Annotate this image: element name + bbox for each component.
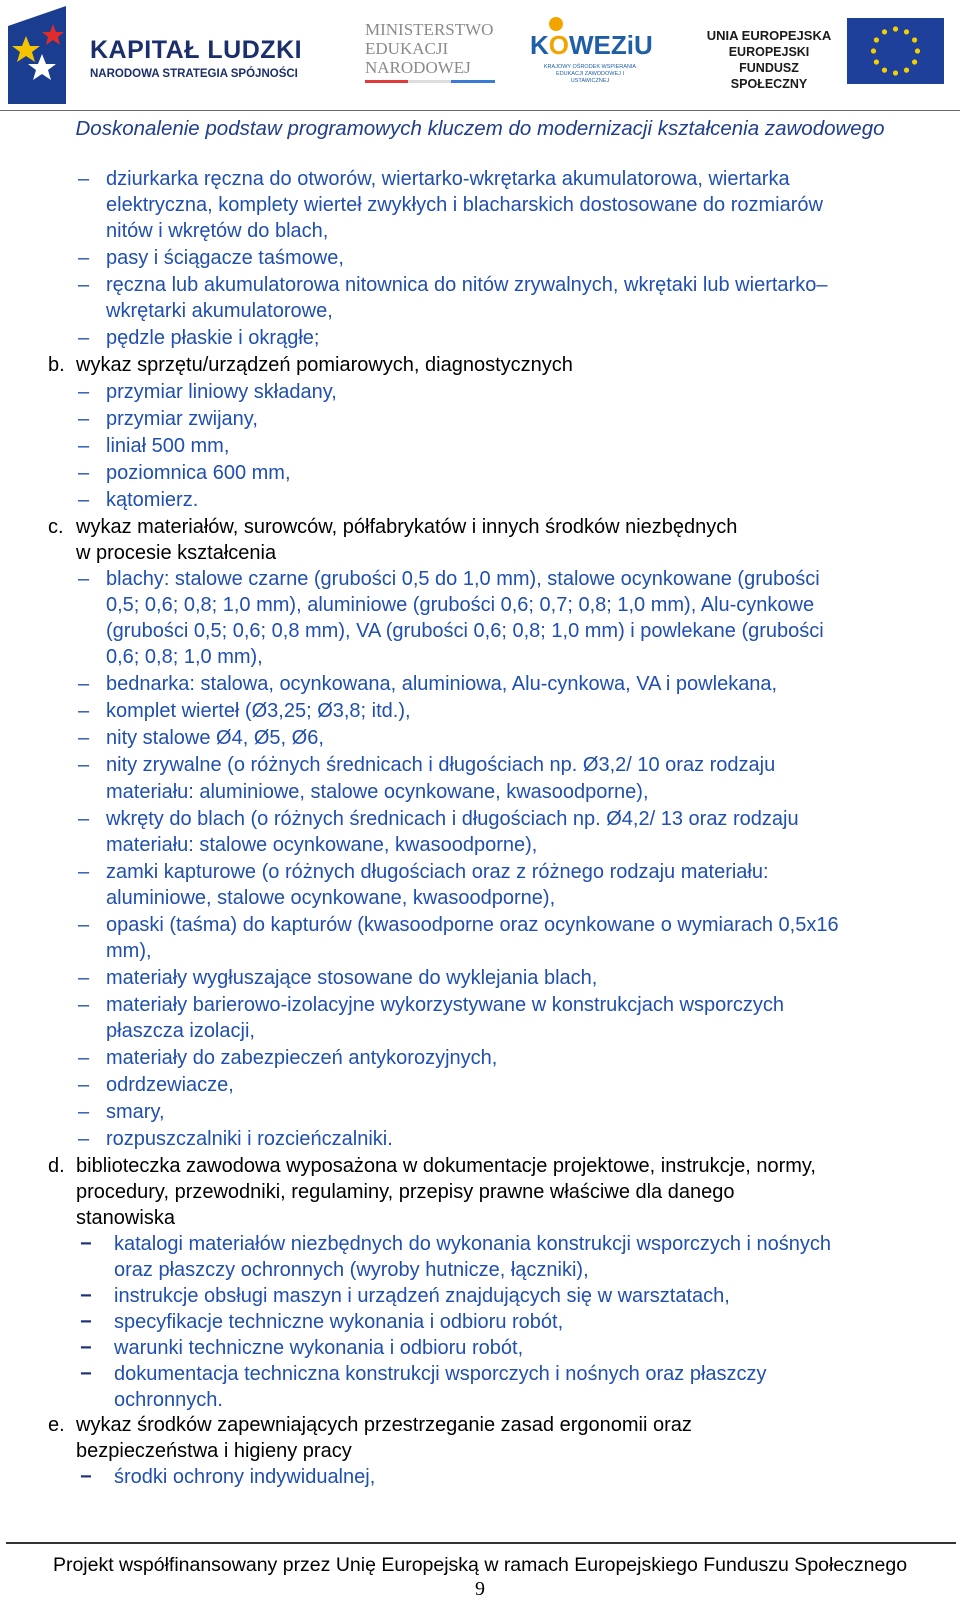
text-line: komplet wierteł (Ø3,25; Ø3,8; itd.), [106, 700, 411, 722]
ministry-line-1: MINISTERSTWO [365, 20, 494, 39]
list-dash: – [78, 1074, 90, 1096]
text-line: dokumentacja techniczna konstrukcji wsporczych i nośnych oraz płaszczy [114, 1363, 767, 1385]
header-title: Doskonalenie podstaw programowych kluczem do modernizacji kształcenia zawodowego [75, 117, 885, 140]
text-line: pędzle płaskie i okrągłe; [106, 327, 320, 349]
list-dash: – [78, 568, 90, 590]
text-line: blachy: stalowe czarne (grubości 0,5 do 1,0 mm), stalowe ocynkowane (grubości [106, 568, 820, 590]
text-line: ręczna lub akumulatorowa nitownica do nitów zrywalnych, wkrętaki lub wiertarko– [106, 274, 828, 296]
list-dash: – [78, 861, 90, 883]
text-line: mm), [106, 940, 152, 962]
eu-star-icon [915, 48, 920, 53]
text-line: pasy i ściągacze taśmowe, [106, 247, 344, 269]
footer-divider [6, 1542, 956, 1544]
koweziu-subtitle [540, 64, 640, 85]
text-line: dziurkarka ręczna do otworów, wiertarko-wkrętarka akumulatorowa, wiertarka [106, 168, 790, 190]
eu-star-icon [882, 29, 887, 34]
list-dash: – [78, 700, 90, 722]
text-line: nitów i wkrętów do blach, [106, 220, 329, 242]
text-line: katalogi materiałów niezbędnych do wykonania konstrukcji wsporczych i nośnych [114, 1233, 832, 1255]
header-logos [0, 0, 960, 108]
list-dash: – [78, 727, 90, 749]
text-line: poziomnica 600 mm, [106, 462, 291, 484]
text-line: zamki kapturowe (o różnych długościach oraz z różnego rodzaju materiału: [106, 861, 769, 883]
list-dash: – [78, 435, 90, 457]
text-line: specyfikacje techniczne wykonania i odbioru robót, [114, 1311, 564, 1333]
list-dash: − [80, 1337, 92, 1359]
list-dash: − [80, 1363, 92, 1385]
ministry-logo [365, 20, 493, 77]
list-dash: – [78, 327, 90, 349]
eu-logo-text [702, 28, 836, 92]
list-dash: − [80, 1285, 92, 1307]
list-dash: – [78, 274, 90, 296]
ministry-color-rule [365, 80, 495, 83]
text-line: liniał 500 mm, [106, 435, 230, 457]
text-line: warunki techniczne wykonania i odbioru robót, [114, 1337, 524, 1359]
header-divider [0, 110, 960, 111]
text-line: bednarka: stalowa, ocynkowana, aluminiowa, Alu-cynkowa, VA i powlekana, [106, 673, 778, 695]
list-letter: b. [48, 354, 65, 376]
eu-star-icon [882, 68, 887, 73]
text-line: wkręty do blach (o różnych średnicach i długościach np. Ø4,2/ 13 oraz rodzaju [106, 808, 799, 830]
text-line: nity stalowe Ø4, Ø5, Ø6, [106, 727, 324, 749]
list-dash: – [78, 914, 90, 936]
eu-star-icon [893, 26, 898, 31]
text-line: wykaz środków zapewniających przestrzeganie zasad ergonomii oraz [76, 1414, 692, 1436]
list-dash: − [80, 1311, 92, 1333]
koweziu-subtitle-line-2: EDUKACJI ZAWODOWEJ I USTAWICZNEJ [556, 71, 624, 84]
text-line: przymiar liniowy składany, [106, 381, 337, 403]
text-line: wykaz sprzętu/urządzeń pomiarowych, diagnostycznych [76, 354, 573, 376]
list-dash: – [78, 994, 90, 1016]
eu-star-icon [912, 37, 917, 42]
eu-star-icon [904, 68, 909, 73]
list-dash: – [78, 381, 90, 403]
text-line: 0,6; 0,8; 1,0 mm), [106, 646, 263, 668]
text-line: nity zrywalne (o różnych średnicach i długościach np. Ø3,2/ 10 oraz rodzaju [106, 754, 776, 776]
list-dash: − [80, 1233, 92, 1255]
text-line: bezpieczeństwa i higieny pracy [76, 1440, 352, 1462]
eu-star-icon [874, 37, 879, 42]
text-line: oraz płaszczy ochronnych (wyroby hutnicze, łączniki), [114, 1259, 589, 1281]
page-number: 9 [475, 1578, 485, 1600]
kapital-ludzki-logo-icon [8, 6, 66, 104]
text-line: (grubości 0,5; 0,6; 0,8 mm), VA (grubości 0,6; 0,8; 1,0 mm) i powlekane (grubości [106, 620, 824, 642]
list-dash: – [78, 967, 90, 989]
eu-line-1: UNIA EUROPEJSKA [706, 28, 832, 43]
text-line: ochronnych. [114, 1389, 223, 1411]
kapital-ludzki-subtitle: NARODOWA STRATEGIA SPÓJNOŚCI [90, 68, 298, 80]
eu-star-icon [904, 29, 909, 34]
footer-text: Projekt współfinansowany przez Unię Europejską w ramach Europejskiego Funduszu Społecznego [52, 1554, 908, 1576]
eu-star-icon [874, 59, 879, 64]
text-line: płaszcza izolacji, [106, 1020, 255, 1042]
list-dash: − [80, 1466, 92, 1488]
text-line: procedury, przewodniki, regulaminy, przepisy prawne właściwe dla danego [76, 1181, 735, 1203]
text-line: elektryczna, komplety wierteł zwykłych i blacharskich dostosowane do rozmiarów [106, 194, 823, 216]
text-line: materiały wygłuszające stosowane do wyklejania blach, [106, 967, 598, 989]
list-dash: – [78, 489, 90, 511]
text-line: wykaz materiałów, surowców, półfabrykatów i innych środków niezbędnych [76, 516, 738, 538]
list-letter: e. [48, 1414, 65, 1436]
text-line: w procesie kształcenia [76, 542, 277, 564]
eu-star-icon [893, 70, 898, 75]
list-dash: – [78, 1128, 90, 1150]
text-line: środki ochrony indywidualnej, [114, 1466, 376, 1488]
text-line: kątomierz. [106, 489, 199, 511]
list-letter: d. [48, 1155, 65, 1177]
list-dash: – [78, 1101, 90, 1123]
list-dash: – [78, 408, 90, 430]
eu-flag-icon [847, 18, 944, 84]
list-dash: – [78, 168, 90, 190]
list-dash: – [78, 808, 90, 830]
text-line: stanowiska [76, 1207, 175, 1229]
list-dash: – [78, 1047, 90, 1069]
text-line: 0,5; 0,6; 0,8; 1,0 mm), aluminiowe (grubości 0,6; 0,7; 0,8; 1,0 mm), Alu-cynkowe [106, 594, 815, 616]
text-line: wkrętarki akumulatorowe, [106, 300, 333, 322]
eu-star-icon [871, 48, 876, 53]
koweziu-subtitle-line-1: KRAJOWY OŚRODEK WSPIERANIA [543, 64, 637, 70]
text-line: odrdzewiacze, [106, 1074, 234, 1096]
list-dash: – [78, 462, 90, 484]
text-line: rozpuszczalniki i rozcieńczalniki. [106, 1128, 393, 1150]
text-line: materiału: stalowe ocynkowane, kwasoodporne), [106, 834, 538, 856]
text-line: aluminiowe, stalowe ocynkowane, kwasoodporne), [106, 887, 556, 909]
text-line: instrukcje obsługi maszyn i urządzeń znajdujących się w warsztatach, [114, 1285, 730, 1307]
eu-star-icon [912, 59, 917, 64]
list-letter: c. [48, 516, 64, 538]
text-line: opaski (taśma) do kapturów (kwasoodporne oraz ocynkowane o wymiarach 0,5x16 [106, 914, 839, 936]
ministry-line-2: EDUKACJI [365, 39, 449, 58]
eu-line-3: FUNDUSZ SPOŁECZNY [730, 61, 808, 91]
list-dash: – [78, 673, 90, 695]
koweziu-letter-k: K [530, 30, 549, 60]
list-dash: – [78, 754, 90, 776]
koweziu-letters-rest: WEZiU [569, 30, 653, 60]
eu-line-2: EUROPEJSKI [728, 45, 810, 59]
list-dash: – [78, 247, 90, 269]
koweziu-letter-o: O [548, 30, 570, 60]
koweziu-title [530, 30, 653, 61]
kapital-ludzki-title: KAPITAŁ LUDZKI [90, 36, 303, 64]
text-line: materiału: aluminiowe, stalowe ocynkowane, kwasoodporne), [106, 781, 649, 803]
text-line: przymiar zwijany, [106, 408, 258, 430]
text-line: materiały do zabezpieczeń antykorozyjnych, [106, 1047, 498, 1069]
text-line: smary, [106, 1101, 165, 1123]
ministry-line-3: NARODOWEJ [365, 58, 471, 77]
text-line: materiały barierowo-izolacyjne wykorzystywane w konstrukcjach wsporczych [106, 994, 785, 1016]
text-line: biblioteczka zawodowa wyposażona w dokumentacje projektowe, instrukcje, normy, [76, 1155, 816, 1177]
